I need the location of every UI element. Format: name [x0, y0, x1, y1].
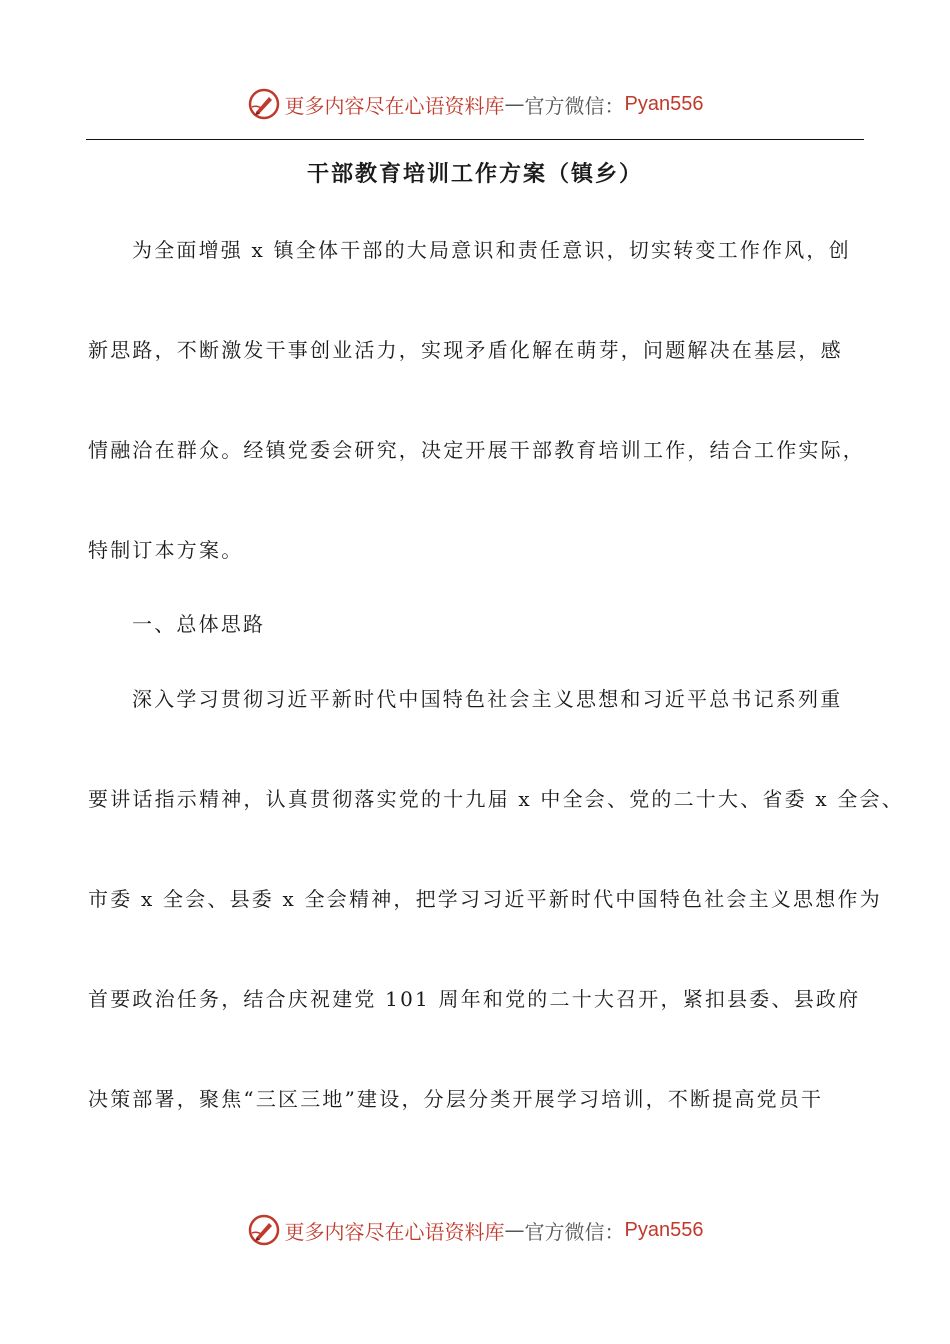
paragraph-line: 首要政治任务，结合庆祝建党 101 周年和党的二十大召开，紧扣县委、县政府: [88, 987, 861, 1011]
banner-dash: —: [504, 92, 525, 116]
pen-logo-icon: [247, 1213, 281, 1247]
paragraph-line: 要讲话指示精神，认真贯彻落实党的十九届 x 中全会、党的二十大、省委 x 全会、: [88, 787, 904, 811]
paragraph-line: 情融洽在群众。经镇党委会研究，决定开展干部教育培训工作，结合工作实际，: [88, 438, 865, 462]
banner-slogan: 更多内容尽在心语资料库: [284, 93, 505, 118]
banner-wechat-label: 官方微信：: [524, 93, 625, 118]
header-divider: [86, 139, 864, 140]
paragraph-line: 决策部署，聚焦“三区三地”建设，分层分类开展学习培训，不断提高党员干: [88, 1087, 824, 1111]
banner-wechat-id: Pyan556: [624, 1218, 704, 1241]
paragraph-line: 新思路，不断激发干事创业活力，实现矛盾化解在萌芽，问题解决在基层，感: [88, 338, 843, 362]
paragraph-line: 为全面增强 x 镇全体干部的大局意识和责任意识，切实转变工作作风，创: [132, 238, 851, 262]
paragraph-line: 特制订本方案。: [88, 538, 244, 562]
footer-banner: [0, 1210, 950, 1250]
paragraph-line: 市委 x 全会、县委 x 全会精神，把学习习近平新时代中国特色社会主义思想作为: [88, 887, 882, 911]
pen-logo-icon: [247, 87, 281, 121]
document-title: 干部教育培训工作方案（镇乡）: [306, 161, 643, 187]
banner-slogan: 更多内容尽在心语资料库: [284, 1219, 505, 1244]
section-heading: 一、总体思路: [132, 612, 266, 636]
banner-dash: —: [504, 1218, 525, 1242]
header-banner: [0, 84, 950, 124]
banner-wechat-id: Pyan556: [624, 92, 704, 115]
paragraph-line: 深入学习贯彻习近平新时代中国特色社会主义思想和习近平总书记系列重: [132, 687, 843, 711]
banner-wechat-label: 官方微信：: [524, 1219, 625, 1244]
